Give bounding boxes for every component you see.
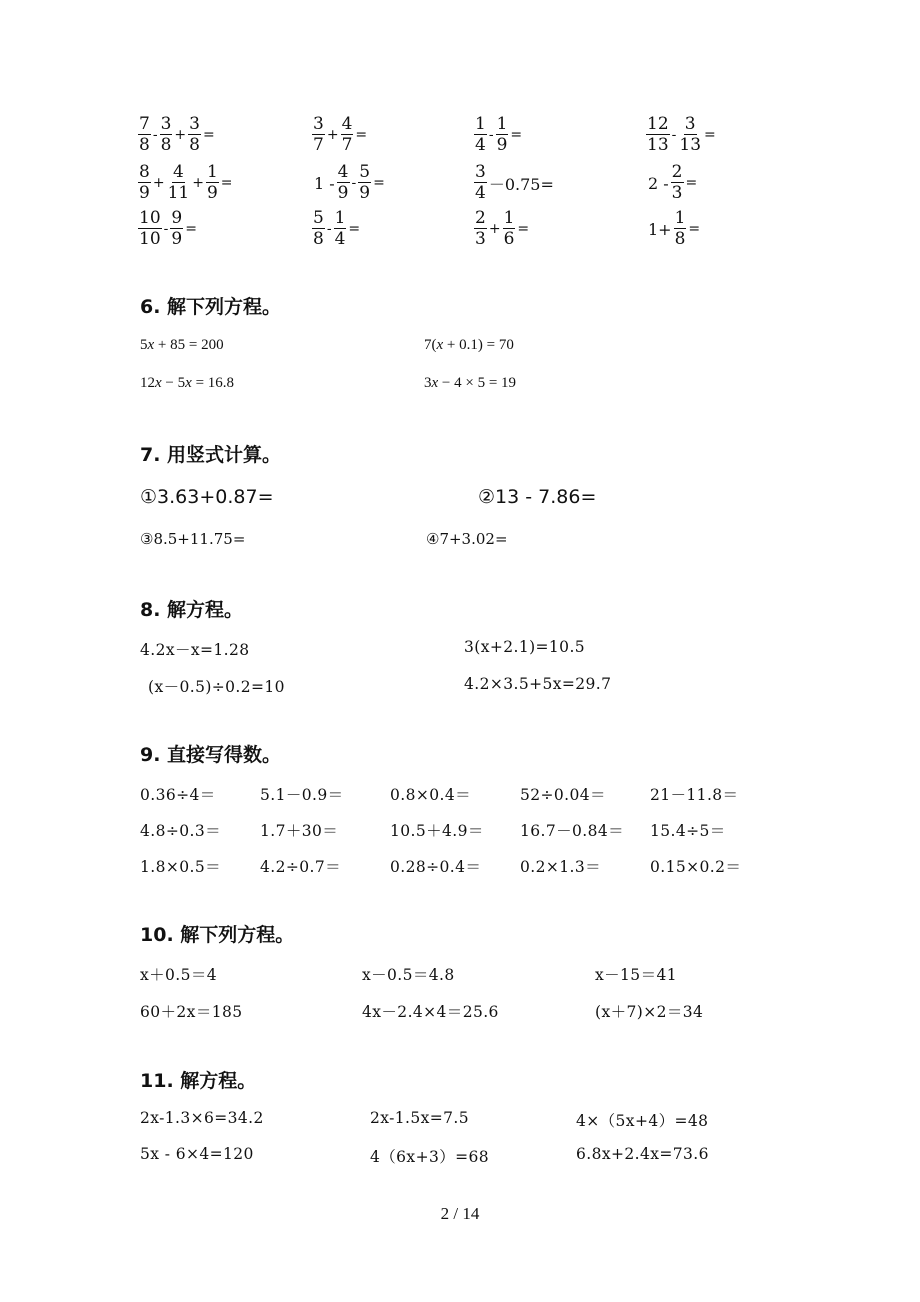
operator: = xyxy=(510,127,523,143)
fraction xyxy=(474,116,487,154)
fraction xyxy=(678,116,702,154)
fraction-expression xyxy=(646,208,702,250)
fraction xyxy=(646,116,670,154)
fraction xyxy=(496,116,509,154)
fraction xyxy=(474,164,487,202)
mental-math-item: 0.2×1.3＝ xyxy=(520,858,601,876)
numerator: 3 xyxy=(189,114,200,134)
operator: 2 - xyxy=(648,173,669,193)
operator: + xyxy=(174,127,187,143)
equation-item: x＋0.5＝4 xyxy=(140,966,218,984)
numerator: 12 xyxy=(647,114,669,134)
denominator: 8 xyxy=(313,229,324,249)
section-6-title: 6. 解下列方程。 xyxy=(140,296,282,318)
denominator: 9 xyxy=(206,183,218,203)
equation-6-4: 3x − 4 × 5 = 19 xyxy=(424,375,517,391)
equation-item: 4（6x+3）=68 xyxy=(370,1148,490,1166)
denominator: 3 xyxy=(475,229,486,249)
numerator: 1 xyxy=(475,114,486,134)
denominator: 3 xyxy=(671,183,683,203)
fraction xyxy=(160,116,173,154)
equation-item: 2x-1.5x=7.5 xyxy=(370,1109,469,1127)
fraction-expression xyxy=(646,114,718,156)
denominator: 7 xyxy=(341,135,353,155)
denominator: 9 xyxy=(139,183,150,203)
numerator: 1 xyxy=(206,162,218,182)
denominator: 9 xyxy=(171,229,183,249)
fraction-expression xyxy=(138,114,217,156)
vertical-calc-3: ③8.5+11.75= xyxy=(140,530,246,548)
equation-6-3: 12x − 5x = 16.8 xyxy=(140,375,235,391)
equation-item: 4x－2.4×4＝25.6 xyxy=(362,1003,499,1021)
equation-8-4: 4.2×3.5+5x=29.7 xyxy=(464,675,612,693)
section-11-title: 11. 解方程。 xyxy=(140,1070,257,1092)
fraction-expression xyxy=(312,162,387,204)
fraction xyxy=(341,116,354,154)
numerator: 4 xyxy=(337,162,349,182)
fraction-expression xyxy=(474,162,556,204)
mental-math-item: 0.8×0.4＝ xyxy=(390,786,471,804)
operator: = xyxy=(517,221,530,237)
numerator: 7 xyxy=(139,114,150,134)
section-8-title: 8. 解方程。 xyxy=(140,599,244,621)
operator: －0.75= xyxy=(488,174,554,194)
fraction xyxy=(312,116,325,154)
vertical-calc-4: ④7+3.02= xyxy=(426,530,508,548)
section-9-title: 9. 直接写得数。 xyxy=(140,744,282,766)
fraction xyxy=(474,210,487,248)
denominator: 6 xyxy=(503,229,515,249)
fraction xyxy=(206,164,219,202)
section-7-title: 7. 用竖式计算。 xyxy=(140,444,282,466)
mental-math-item: 4.2÷0.7＝ xyxy=(260,858,341,876)
mental-math-item: 5.1－0.9＝ xyxy=(260,786,344,804)
mental-math-item: 0.28÷0.4＝ xyxy=(390,858,482,876)
mental-math-item: 21－11.8＝ xyxy=(650,786,739,804)
operator: + xyxy=(152,175,165,191)
mental-math-item: 52÷0.04＝ xyxy=(520,786,606,804)
mental-math-item: 4.8÷0.3＝ xyxy=(140,822,221,840)
numerator: 10 xyxy=(139,208,161,228)
numerator: 1 xyxy=(503,208,515,228)
equation-item: 2x-1.3×6=34.2 xyxy=(140,1109,264,1127)
mental-math-item: 15.4÷5＝ xyxy=(650,822,726,840)
fraction xyxy=(138,164,151,202)
denominator: 9 xyxy=(337,183,349,203)
operator: = xyxy=(348,221,361,237)
operator: 1 - xyxy=(314,173,335,193)
operator: - xyxy=(351,175,357,191)
numerator: 1 xyxy=(674,208,686,228)
mental-math-item: 0.15×0.2＝ xyxy=(650,858,742,876)
denominator: 8 xyxy=(139,135,150,155)
denominator: 13 xyxy=(679,135,702,155)
numerator: 3 xyxy=(684,114,696,134)
equation-item: 6.8x+2.4x=73.6 xyxy=(576,1145,709,1163)
operator: - xyxy=(326,221,332,237)
fraction xyxy=(671,164,684,202)
operator: = xyxy=(704,127,716,143)
denominator: 7 xyxy=(313,135,324,155)
equation-item: 4×（5x+4）=48 xyxy=(576,1112,709,1130)
operator: = xyxy=(685,175,698,191)
denominator: 8 xyxy=(160,135,172,155)
fraction xyxy=(312,210,325,248)
operator: - xyxy=(152,127,158,143)
denominator: 8 xyxy=(189,135,200,155)
equation-8-1: 4.2x－x=1.28 xyxy=(140,641,250,659)
fraction-expression xyxy=(138,162,235,204)
operator: + xyxy=(326,127,339,143)
mental-math-item: 0.36÷4＝ xyxy=(140,786,216,804)
denominator: 4 xyxy=(475,135,486,155)
fraction-expression xyxy=(474,114,524,156)
mental-math-item: 1.8×0.5＝ xyxy=(140,858,221,876)
fraction xyxy=(503,210,516,248)
equation-8-3: (x－0.5)÷0.2=10 xyxy=(148,678,285,696)
operator: + xyxy=(192,175,204,191)
numerator: 3 xyxy=(475,162,486,182)
fraction xyxy=(138,210,162,248)
fraction xyxy=(188,116,201,154)
fraction xyxy=(334,210,347,248)
fraction xyxy=(138,116,151,154)
fraction-expression xyxy=(646,162,699,204)
numerator: 8 xyxy=(139,162,150,182)
numerator: 5 xyxy=(313,208,324,228)
equation-6-1: 5x + 85 = 200 xyxy=(140,337,224,353)
denominator: 4 xyxy=(475,183,486,203)
numerator: 3 xyxy=(160,114,172,134)
denominator: 9 xyxy=(359,183,371,203)
numerator: 9 xyxy=(171,208,183,228)
denominator: 9 xyxy=(496,135,508,155)
numerator: 5 xyxy=(359,162,371,182)
operator: - xyxy=(163,221,169,237)
numerator: 2 xyxy=(475,208,486,228)
operator: = xyxy=(373,175,385,191)
numerator: 4 xyxy=(341,114,353,134)
operator: = xyxy=(185,221,197,237)
fraction-expression xyxy=(474,208,531,250)
operator: - xyxy=(488,127,494,143)
section-10-title: 10. 解下列方程。 xyxy=(140,924,295,946)
mental-math-item: 10.5＋4.9＝ xyxy=(390,822,484,840)
denominator: 13 xyxy=(647,135,669,155)
operator: - xyxy=(671,127,677,143)
fraction xyxy=(170,210,183,248)
mental-math-item: 16.7－0.84＝ xyxy=(520,822,625,840)
fraction-expression xyxy=(138,208,199,250)
denominator: 8 xyxy=(674,229,686,249)
numerator: 1 xyxy=(496,114,508,134)
equation-item: (x＋7)×2＝34 xyxy=(595,1003,704,1021)
operator: = xyxy=(355,127,368,143)
denominator: 10 xyxy=(139,229,161,249)
vertical-calc-2: ②13 - 7.86= xyxy=(478,486,597,508)
page-number: 2 / 14 xyxy=(440,1204,480,1223)
numerator: 2 xyxy=(671,162,683,182)
equation-item: 5x - 6×4=120 xyxy=(140,1145,254,1163)
operator: + xyxy=(488,221,501,237)
numerator: 1 xyxy=(334,208,346,228)
denominator: 4 xyxy=(334,229,346,249)
equation-8-2: 3(x+2.1)=10.5 xyxy=(464,638,586,656)
operator: = xyxy=(220,175,233,191)
numerator: 3 xyxy=(313,114,324,134)
denominator: 11 xyxy=(167,183,190,203)
operator: = xyxy=(688,221,701,237)
equation-item: x－15＝41 xyxy=(595,966,677,984)
fraction xyxy=(167,164,191,202)
operator: 1+ xyxy=(648,219,672,239)
fraction xyxy=(358,164,371,202)
numerator: 4 xyxy=(172,162,184,182)
vertical-calc-1: ①3.63+0.87= xyxy=(140,486,274,508)
equation-item: x－0.5＝4.8 xyxy=(362,966,455,984)
fraction-expression xyxy=(312,208,362,250)
mental-math-item: 1.7＋30＝ xyxy=(260,822,339,840)
fraction xyxy=(337,164,350,202)
equation-6-2: 7(x + 0.1) = 70 xyxy=(424,337,514,353)
fraction-expression xyxy=(312,114,369,156)
equation-item: 60＋2x＝185 xyxy=(140,1003,243,1021)
operator: = xyxy=(202,127,215,143)
fraction xyxy=(674,210,687,248)
